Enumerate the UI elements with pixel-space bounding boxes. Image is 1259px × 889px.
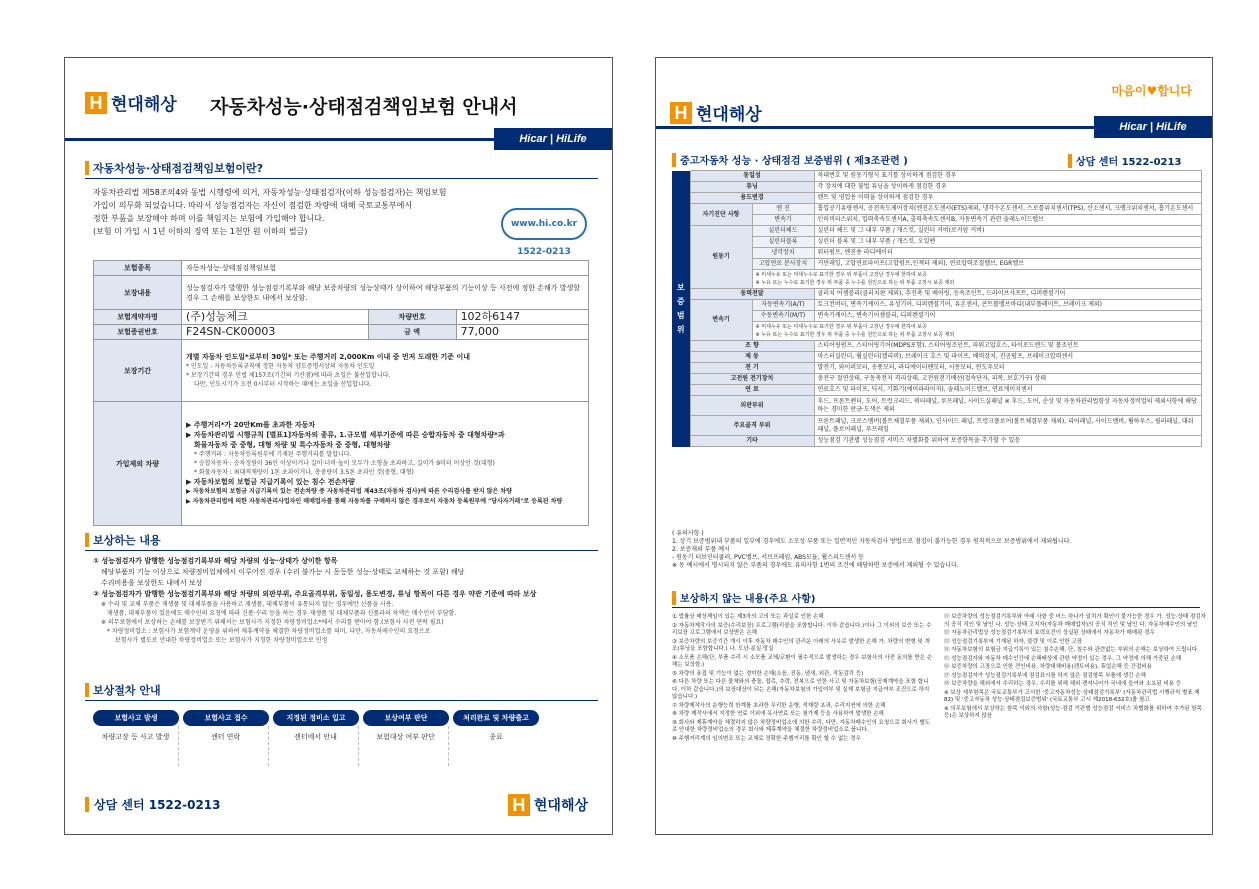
section-heading-what: 자동차성능·상태점검책임보험이란? — [85, 160, 263, 176]
section-heading-exclusions: 보상하지 않는 내용(주요 사항) — [672, 590, 816, 605]
coverage-text: ① 성능점검자가 발행한 성능점검기록부와 해당 차량의 성능·상태가 상이한 항목 해당부품의 기능 이상으로 차량정비업체에서 이루어진 경우 (수리 불가능 시 동등한 성능·상태로 교체하는 것 포함) 해당 수리비용을 보상한도 내에서 보상 ② 성능점검자가 발행한 성능점검기록부와 해당 차량의 외판부위, 주요골격부위, 동일성, 용도변경, 튜닝 항목이 다른 경우 약관 기준에 따라 보상 ※ 수리 및 교체 부품은 재생품 및 대체부품을 사용하고 재생품, 대체부품이 유통되지 않는 경우에만 신품을 사용. 재생품, 대체부품이 있음에도 매수인의 요청에 따라 신품·수리 등을 하는 경우 재생품 및 대체부품과 신품과의 차액은 매수인이 부담함. ※ 의무보험에서 보상하는 손해를 보장받기 위해서는 보험사가 지정한 차량정비업소*에서 수리를 받아야 함.(보험사 사전 연락 필요) * 차량정비업소 : 보험사가 보험계약 운영을 위하여 제휴계약을 체결한 차량정비업소를 의미. 다만, 자동차매수인의 요청으로 보험사가 별도로 안내한 차량정비업소 또는 보험사가 지정한 차량정비업소로 인정 — [93, 557, 537, 644]
procedure-step: 보상여부 판단 보험대상 여부 판단 — [363, 710, 449, 766]
car-number: 102하6147 — [456, 310, 588, 325]
exclusions-right: ⑪ 보증차량의 성능점검기록부와 아래 사항 중 어느 하나가 일치가 확인이 불가능한 경우 가. 성능·상태 점검자의 공식 직인 및 날인 나. 성능·상태 고지자(자동차 매매업자)의 공식 직인 및 날인 다. 자동차매수인의 날인 ⑫ 자동차관리법상 성능점검기록부의 효력요건이 상실된 상태에서 자동차가 매매된 경우 ⑬ 성능점검기록부에 기재된 하자, 불량 및 이로 인한 고장 ⑭ 자동차보험의 보험금 지급기록이 있는 침수손해, 단, 침수와 관련없는 부위의 손해는 보상하여 드립니다. ⑮ 성능점검자와 자동차 매수인간에 손해배상에 관한 약정이 있는 경우, 그 약정에 의해 가중된 손해 ⑯ 보증차량의 고장으로 인한 견인비용, 차량대체비용(렌트비용), 휴업손해 등 간접비용 ⑰ 성능점검자가 성능점검기록부에 점검표시를 하지 않은 점검항목 부품에 생긴 손해 ⑱ 보증차량을 해외에서 수리하는 경우, 수리를 위해 해외 렌지니어가 국내에 들여와 소요된 비용 등 ※ 보상 세부항목은 국토교통부가 고시한 '중고자동차성능·상태점검기록부' (자동차관리법 시행규칙 별표 제82) 및 '중고자동차 성능·상태점검보증범위' (국토교통부 고시 제2018-632호)를 참고 ※ 의무보험에서 보상하는 함목 이외의 사항(성능·점검 기관별 성능점검 서비스 차별화를 위하여 추가된 항목 등)은 보상하지 않음 — [944, 614, 1206, 719]
insured-name: (주)성능체크 — [182, 310, 369, 325]
caution-notes: ( 유의사항 ) 1. 상기 보증범위내 부품의 일부에 경우에도 소모성 부품 또는 일반적인 자동차검사 방법으로 점검이 불가능한 경우 원칙적으로 보증범위에서 제외됩니다. 2. 보증제외 부품 예시 - 원동기 터보인터쿨러, PVC밸브, 서브프레임, ABS모듈, 휠스피드센서 등 ※ 동 예시에서 명시되지 않은 부품의 경우에도 유의사항 1번의 조건에 해당하면 보증에서 제외될 수 있습니다. — [672, 530, 1072, 569]
brand-name: 현대해상 — [111, 95, 177, 115]
policy-info-table: 보험종목 자동차성능·상태점검책임보험 보장내용 성능점검자가 발행한 성능점검기록부와 해당 보증차량의 성능상태가 상이하여 해당부품의 기능이상 등 사전에 정한 손해가 발생할 경우 그 손해를 보상한도 내에서 보상함. 보험계약자명 (주)성능체크 차량번호 102하6147 보험증권번호 F24SN-CK00003 금 액 77,000 보장기간 개별 자동차 인도일*로부터 30일* 또는 주행거리 2,000Km 이내 중 먼저 도래한 기준 이내 * 인도일 : 자동차등록규칙에 정한 자동차 양도증명서상의 자동차 인도일 * 보장기간의 경우 민법 제157조(기간의 기산점)에 따라 초일은 불산입합니다. 다만, 인도시기가 오전 0시부터 시작하는 때에는 초일을 산입합니다. 가입제외 차량 ▶ 주행거리*가 20만Km를 초과한 자동차 ▶ 자동차관리법 시행규칙 [별표1]자동차의 종류, 1.규모별 세부기준에 따른 승합자동차 중 대형차량*과 화물자동차 중 중형, 대형 차량 및 특수자동차 중 중형, 대형차량 * 주행거리 : 자동차등록원부에 기재된 주행거리를 말합니다. * 승합자동차 : 승차정원이 36인 이상이거나 길이·너비·높이 모두가 소형을 초과하고, 길이가 9미터 이상인 것(대형) * 화물자동차 : 최대적재량이 1톤 초과이거나, 총중량이 3.5톤 초과인 것(중형, 대형) ▶ 자동차보험의 보험금 지급기록이 있는 침수 전손차량 ▶ 자동차보험의 보험금 지급기록이 있는 전손차량 중 자동차관리법 제43조(자동차 검사)에 따른 수리검사를 받지 않은 차량 ▶ 자동차관리법에 의한 자동차관리사업자인 매매업자를 통해 자동차를 구매하지 않은 경우로서 자동차 등록원부에 "당사자거래"로 등록된 차량 — [93, 260, 589, 526]
procedure-step: 보험사고 발생 차량고장 등 사고 발생 — [93, 710, 179, 766]
policy-number: F24SN-CK00003 — [182, 325, 369, 340]
heart-icon: ♥ — [1146, 84, 1158, 98]
call-center: 상담 센터 1522-0213 — [1068, 153, 1181, 168]
warranty-scope-title: 중고자동차 성능 · 상태점검 보증범위 ( 제3조관련 ) — [672, 152, 908, 167]
h-logo-icon: H — [670, 102, 692, 124]
call-center: 상담 센터 1522-0213 — [85, 796, 221, 813]
procedure-step: 처리완료 및 차량출고 종료 — [453, 710, 539, 766]
claim-procedure-flow — [93, 710, 539, 766]
hi-stamp-badge: www.hi.co.kr 1522-0213 — [501, 208, 587, 240]
section-heading-procedure: 보상절차 안내 — [85, 682, 161, 698]
footer-logo: H 현대해상 — [508, 794, 588, 816]
slogan: 마음이♥합니다 — [1111, 84, 1192, 98]
premium-amount: 77,000 — [456, 325, 588, 340]
hicar-hilife-logo: Hicar | HiLife — [494, 128, 612, 150]
intro-paragraph: 자동차관리법 제58조의4와 동법 시행령에 의거, 자동차성능·상태점검자(이하 성능점검자)는 책임보험 가입이 의무화 되었습니다. 따라서 성능점검자는 자신이 점검한 차량에 대해 국토교통부에서 정한 부품을 보장해야 하며 이를 책임지는 보험에 가입해야 합니다. (보험 미 가입 시 1년 이하의 징역 또는 1천만 원 이하의 벌금) — [93, 188, 447, 236]
warranty-scope-table: 보 증 범 위 동일성 차대번호 및 원동기형식 표기를 상이하게 점검한 경우 튜닝 각 장치에 대한 불법 튜닝을 상이하게 점검한 경우 용도변경 렌트 및 영업용 이력을 상이하게 점검한 경우 자기진단 사항 엔 진 흡입공기유량센서, 공전속도제어장치(엔진온도센서(ETS)제외, 냉각수온도센서, 스로틀위치센서(TPS), 산소센서, 크랭크위치센서, 흡기온도센서 변속기 인히비터스위치, 입력축속도센서A, 출력축속도센서B, 자동변속기 관련 솔레노이드밸브 원동기 실린더헤드 실린더 헤드 및 그 내부 부품 / 개스킷, 실린더 커버(로커암 커버) 실린더블록 실린더 블록 및 그 내부 부품 / 개스킷, 오일팬 냉각장치 워터펌프, 엔진용 라디에이터 고압연료 분사장치 커먼레일, 고압연료파이프(고압펌프,인젝터 제외), 연료압력조절밸브, EGR밸브 ※ 미세누유 또는 미세누수로 표기한 경우 위 부품이 고장난 경우에 한하여 보증 ※ 누유 또는 누수로 표기한 경우 위 부품 중 누수를 원인으로 하는 위 부품 고장시 보증 제외 동력전달 클러치 어셈블리(클러치판 제외), 추진축 및 베어링, 등속조인트, 드라이브샤프트, 디퍼렌셜기어 변속기 자동변속기(A/T) 토크컨버터, 변속기케이스, 유성기어, 디퍼렌셜기어, 유온센서, 콘트롤밸브바디(내부플레이트, 브레이크 제외) 수동변속기(M/T) 변속기케이스, 변속기어셈블리, 디퍼렌셜기어 ※ 미세누유 또는 미세누수로 표기한 경우 위 부품이 고장난 경우에 한하여 보증 ※ 누유 또는 누수로 표기한 경우 위 부품 중 누수를 원인으로 하는 위 부품 고장시 보증 제외 조 향 스티어링펌프, 스티어링기어(MDPS포함), 스티어링조인트, 파워고압호스, 타이로드엔드 및 볼조인트 제 동 마스터실린더, 휠실린더(캘리퍼), 브레이크 호스 및 파이프, 배력장치, 진공펌프, 브레이크압력센서 전 기 발전기, 와이퍼모터, 송풍모터, 라디에이터팬모터, 시동모터, 윈도우모터 고전원 전기장치 충전구 절연상태, 구동축전지 격리상태, 고전원전기배선(접속단자, 피복, 보호기구) 상태 연 료 연료호스 및 파이프, 딕서, 기화기(에어파라이저), 솔레노이드밸브, 연료게이지센서 외판부위 후드, 프론트펜더, 도어, 트렁크리드, 쿼터패널, 루프패널, 사이드실패널 ※ 후드, 도어, 순상 및 자동차관리법령상 자동차정비업의 제외사항에 해당하는 경미한 판금·도색은 제외 주요골격 부위 프론트패널, 크로스멤버(볼트체결부품 제외), 인사이드 패널, 트렁크플로어(볼트체결부품 제외), 리어패널, 사이드멤버, 휠하우스, 필러패널, 대쉬패널, 플로어패널, 루프레일 기타 성능점검 기관별 성능점검 서비스 차별화를 위하여 보증항목을 추가할 수 있음 — [672, 170, 1202, 447]
hyundai-marine-logo: H 현대해상 — [670, 100, 762, 125]
procedure-step: 지정된 정비소 입고 센터에서 안내 — [273, 710, 359, 766]
section-heading-coverage: 보상하는 내용 — [85, 532, 161, 548]
header-band — [65, 128, 612, 150]
insurance-guide-page-1 — [64, 57, 613, 835]
header-band — [656, 116, 1212, 138]
h-logo-icon: H — [508, 794, 530, 816]
exclusions-columns — [672, 614, 1206, 744]
exclusions-left: ① 법률상 매상책임이 있는 제3자의 고의 또는 과실로 인한 손해 ② 자동차제작사의 보증(수리보장) 프로그램(리콜을 포함합니다. 이하 같습니다.)이나 그 이외의 보증 또는 수리보장 프로그램에서 보상받은 손해 ③ 보증차량의 보증기간 개시 이후 자동차 매수인의 관리운 아래의 사유로 발생한 손해 가. 차량의 변형 및 개조(튜닝을 포함합니다.) 나. 도난·분실·망실 ④ 소모품 손해(단, 부품 수리 시 소모품 교체/교환이 필수적으로 발생하는 경우 보험사의 사전 동의를 받은 손해는 보상함.) ⑤ 차량의 용접 및 기능이 없는 경미한 손해(소음, 진동, 냄새, 외관, 작동감각 등) ⑥ 다른 차량 또는 다른 물체와의 충돌, 접촉, 추락, 전복으로 인한 사고 및 자동차보험(공제계약을 포함 합니다. 이하 같습니다.)의 보장대상이 되는 손해(자동차보험의 가입여부 및 실제 보험금 지급여부 조건으로 하지 않습니다.) ⑦ 차량제작사의 운행능력 한계를 초과한 무리한 운행, 적재량 초과, 수리지연에 의한 손해 ⑧ 차량 제작사에서 지정한 연료 이외에 유사연료 또는 첨가제 등을 사용하여 발생한 손해 ⑨ 회사와 제휴계약을 체결하지 않은 차량정비업소에 의한 수리, 다만, 자동차매수인의 요청으로 회사가 별도로 안내한 차량정비업소의 경우 회사와 제휴계약을 체결한 차량정비업소로 봅니다. ⑩ 주행거리계의 임의변조 또는 교체로 정확한 주행거리를 확인 할 수 없는 경우 — [672, 614, 933, 742]
h-logo-icon: H — [85, 92, 107, 114]
procedure-step: 보험사고 접수 센터 연락 — [183, 710, 269, 766]
hyundai-marine-logo — [85, 90, 177, 115]
page-title: 자동차성능·상태점검책임보험 안내서 — [210, 96, 518, 118]
insurance-guide-page-2 — [655, 57, 1213, 835]
hicar-hilife-logo: Hicar | HiLife — [1094, 116, 1212, 138]
